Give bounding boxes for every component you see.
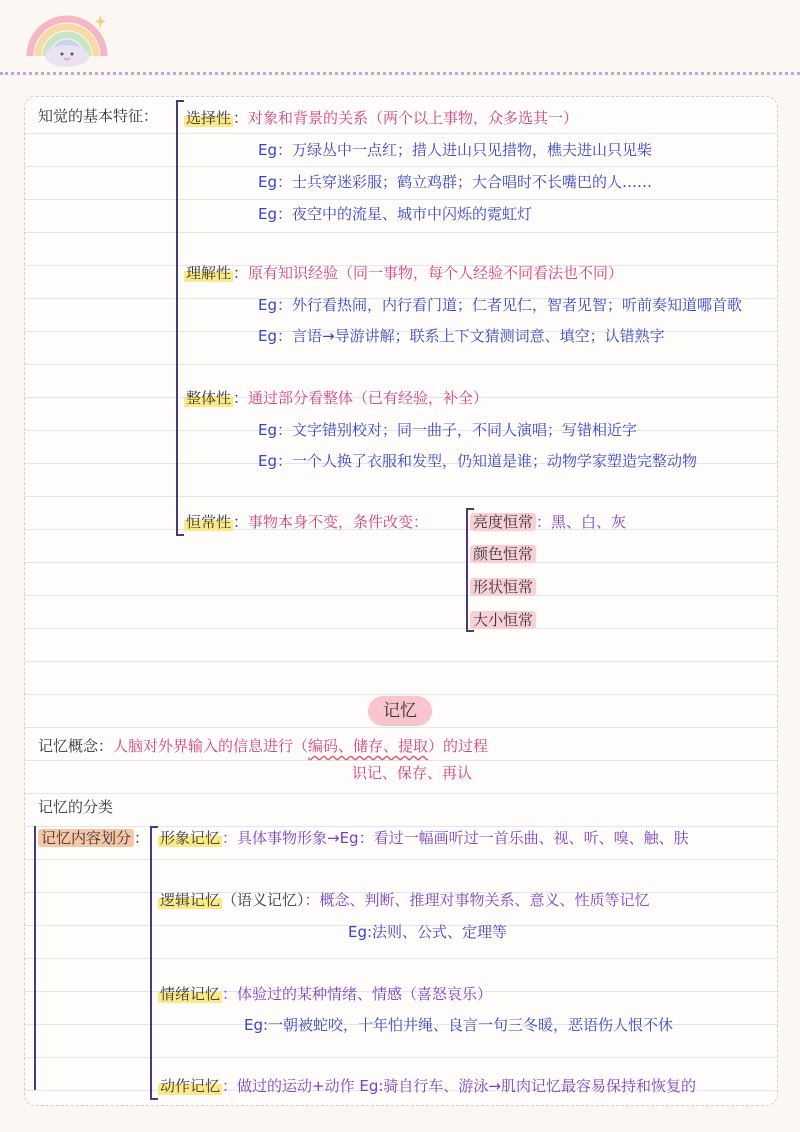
integrity-example: Eg：一个人换了衣服和发型，仍知道是谁；动物学家塑造完整动物 — [258, 452, 698, 470]
understanding-label: 理解性 — [186, 264, 232, 282]
integrity-desc: 通过部分看整体（已有经验，补全） — [248, 389, 489, 407]
memory-section-title: 记忆 — [368, 696, 432, 726]
emotion-memory-label: 情绪记忆 — [160, 985, 221, 1003]
integrity-row: 整体性 ：通过部分看整体（已有经验，补全） — [186, 389, 489, 407]
understanding-example: Eg：外行看热闹，内行看门道；仁者见仁，智者见智；听前奏知道哪首歌 — [258, 296, 743, 314]
perception-brace — [176, 100, 178, 536]
memory-concept-terms: 编码、储存、提取 — [308, 737, 429, 755]
memory-concept-row: 记忆概念：人脑对外界输入的信息进行（编码、储存、提取）的过程 — [38, 737, 489, 755]
constancy-item-size: 大小恒常 — [470, 610, 536, 630]
memory-classification-title: 记忆的分类 — [38, 798, 114, 816]
selectivity-example: Eg：万绿丛中一点红；措人进山只见措物，樵夫进山只见柴 — [258, 141, 653, 159]
memory-concept-sub: 识记、保存、再认 — [352, 764, 473, 782]
constancy-label: 恒常性 — [186, 513, 232, 531]
image-memory-label: 形象记忆 — [160, 829, 221, 847]
image-memory-text: ：具体事物形象→Eg：看过一幅画听过一首乐曲、视、听、嗅、触、肤 — [222, 829, 689, 847]
brightness-note: ：黑、白、灰 — [536, 513, 627, 531]
memory-brace-bottom — [150, 1098, 158, 1100]
emotion-memory-text: ：体验过的某种情绪、情感（喜怒哀乐） — [222, 985, 493, 1003]
constancy-brace-bottom — [466, 630, 474, 632]
memory-brace — [150, 826, 152, 1100]
logic-memory-row: 逻辑记忆 （语义记忆）：概念、判断、推理对事物关系、意义、性质等记忆 — [160, 891, 650, 909]
selectivity-label: 选择性 — [186, 109, 232, 127]
action-memory-row — [158, 1076, 696, 1096]
constancy-desc: 事物本身不变，条件改变： — [248, 513, 429, 531]
notes-card — [24, 96, 778, 1106]
memory-outer-brace — [34, 826, 36, 1090]
emotion-memory-example: Eg:一朝被蛇咬，十年怕井绳、良言一句三冬暖，恶语伤人恨不休 — [244, 1016, 674, 1034]
dotted-divider — [0, 72, 800, 75]
constancy-item-shape: 形状恒常 — [470, 577, 536, 597]
integrity-label: 整体性 — [186, 389, 232, 407]
constancy-brace — [466, 508, 468, 632]
selectivity-row: 选择性 ：对象和背景的关系（两个以上事物，众多选其一） — [186, 109, 579, 127]
logic-memory-label: 逻辑记忆 — [160, 891, 221, 909]
image-memory-row — [158, 828, 689, 848]
selectivity-example: Eg：士兵穿迷彩服；鹤立鸡群；大合唱时不长嘴巴的人…… — [258, 173, 653, 191]
constancy-row: 恒常性 ：事物本身不变，条件改变： — [186, 513, 429, 531]
memory-concept-label: 记忆概念： — [38, 737, 114, 755]
logic-memory-example: Eg:法则、公式、定理等 — [348, 923, 508, 941]
perception-title: 知觉的基本特征： — [38, 107, 159, 125]
understanding-example: Eg：言语→导游讲解；联系上下文猜测词意、填空；认错熟字 — [258, 327, 665, 345]
understanding-desc: 原有知识经验（同一事物，每个人经验不同看法也不同） — [248, 264, 624, 282]
action-memory-text: ：做过的运动+动作 Eg:骑自行车、游泳→肌肉记忆最容易保持和恢复的 — [222, 1077, 696, 1095]
emotion-memory-row — [158, 984, 492, 1004]
constancy-item-color: 颜色恒常 — [470, 544, 536, 564]
rainbow-cloud-icon — [22, 8, 112, 68]
perception-brace-bottom — [176, 534, 184, 536]
memory-content-label: 记忆内容划分 — [38, 829, 134, 847]
constancy-item-brightness: 亮度恒常 ：黑、白、灰 — [470, 512, 626, 532]
integrity-example: Eg：文字错别校对；同一曲子，不同人演唱；写错相近字 — [258, 421, 638, 439]
logic-memory-text: ：概念、判断、推理对事物关系、意义、性质等记忆 — [304, 891, 650, 909]
selectivity-desc: 对象和背景的关系（两个以上事物，众多选其一） — [248, 109, 579, 127]
memory-content-label-row: 记忆内容划分 ： — [38, 828, 149, 848]
action-memory-label: 动作记忆 — [160, 1077, 221, 1095]
understanding-row: 理解性 ：原有知识经验（同一事物，每个人经验不同看法也不同） — [186, 264, 624, 282]
selectivity-example: Eg：夜空中的流星、城市中闪烁的霓虹灯 — [258, 205, 533, 223]
